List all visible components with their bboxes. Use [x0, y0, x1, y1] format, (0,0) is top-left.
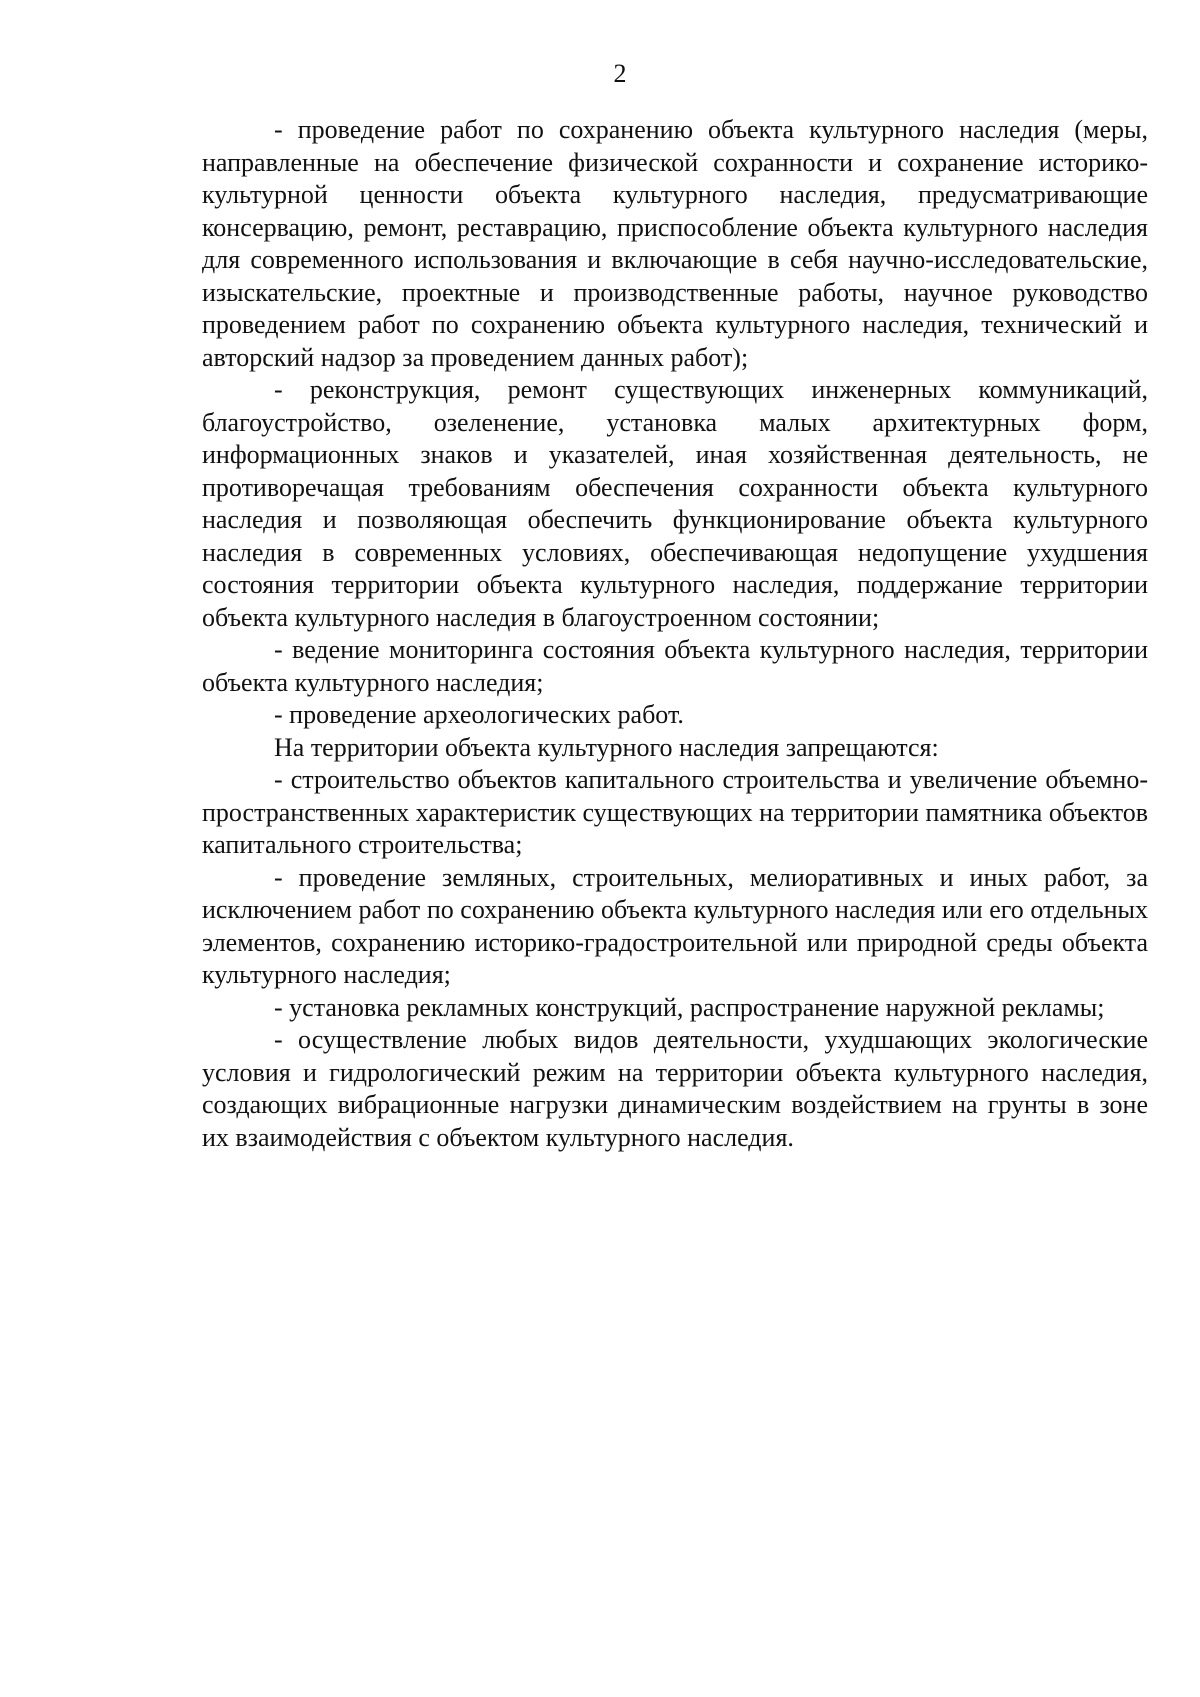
- paragraph-earthworks-ban: - проведение земляных, строительных, мелиоративных и иных работ, за исключением работ по сохранению объекта культурного наследия или его отдельных элементов, сохранению историко-градостроительной или природной среды объекта культурного наследия;: [202, 862, 1148, 989]
- paragraph-prohibitions-heading: На территории объекта культурного наследия запрещаются:: [274, 732, 939, 762]
- paragraph-monitoring: - ведение мониторинга состояния объекта культурного наследия, территории объекта культурного наследия;: [202, 635, 1148, 697]
- paragraph-preservation-works: - проведение работ по сохранению объекта культурного наследия (меры, направленные на обеспечение физической сохранности и сохранение историко-культурной ценности объекта культурного наследия, предусматривающие консервацию, ремонт, реставрацию, приспособление объекта культурного наследия для современного использования и включающие в себя научно-исследовательские, изыскательские, проектные и производственные работы, научное руководство проведением работ по сохранению объекта культурного наследия, технический и авторский надзор за проведением данных работ);: [202, 115, 1148, 372]
- paragraph-advertising-ban: - установка рекламных конструкций, распространение наружной рекламы;: [274, 992, 1105, 1022]
- document-body: [202, 114, 1148, 1154]
- paragraph-archaeology: - проведение археологических работ.: [274, 700, 684, 729]
- page-number: 2: [613, 59, 627, 88]
- paragraph-reconstruction: - реконструкция, ремонт существующих инженерных коммуникаций, благоустройство, озеленение, установка малых архитектурных форм, информационных знаков и указателей, иная хозяйственная деятельность, не противоречащая требованиям обеспечения сохранности объекта культурного наследия и позволяющая обеспечить функционирование объекта культурного наследия в современных условиях, обеспечивающая недопущение ухудшения состояния территории объекта культурного наследия, поддержание территории объекта культурного наследия в благоустроенном состоянии;: [202, 375, 1148, 632]
- paragraph-construction-ban: - строительство объектов капитального строительства и увеличение объемно-пространственных характеристик существующих на территории памятника объектов капитального строительства;: [202, 765, 1148, 859]
- paragraph-activity-ban: - осуществление любых видов деятельности, ухудшающих экологические условия и гидрологический режим на территории объекта культурного наследия, создающих вибрационные нагрузки динамическим воздействием на грунты в зоне их взаимодействия с объектом культурного наследия.: [202, 1025, 1148, 1152]
